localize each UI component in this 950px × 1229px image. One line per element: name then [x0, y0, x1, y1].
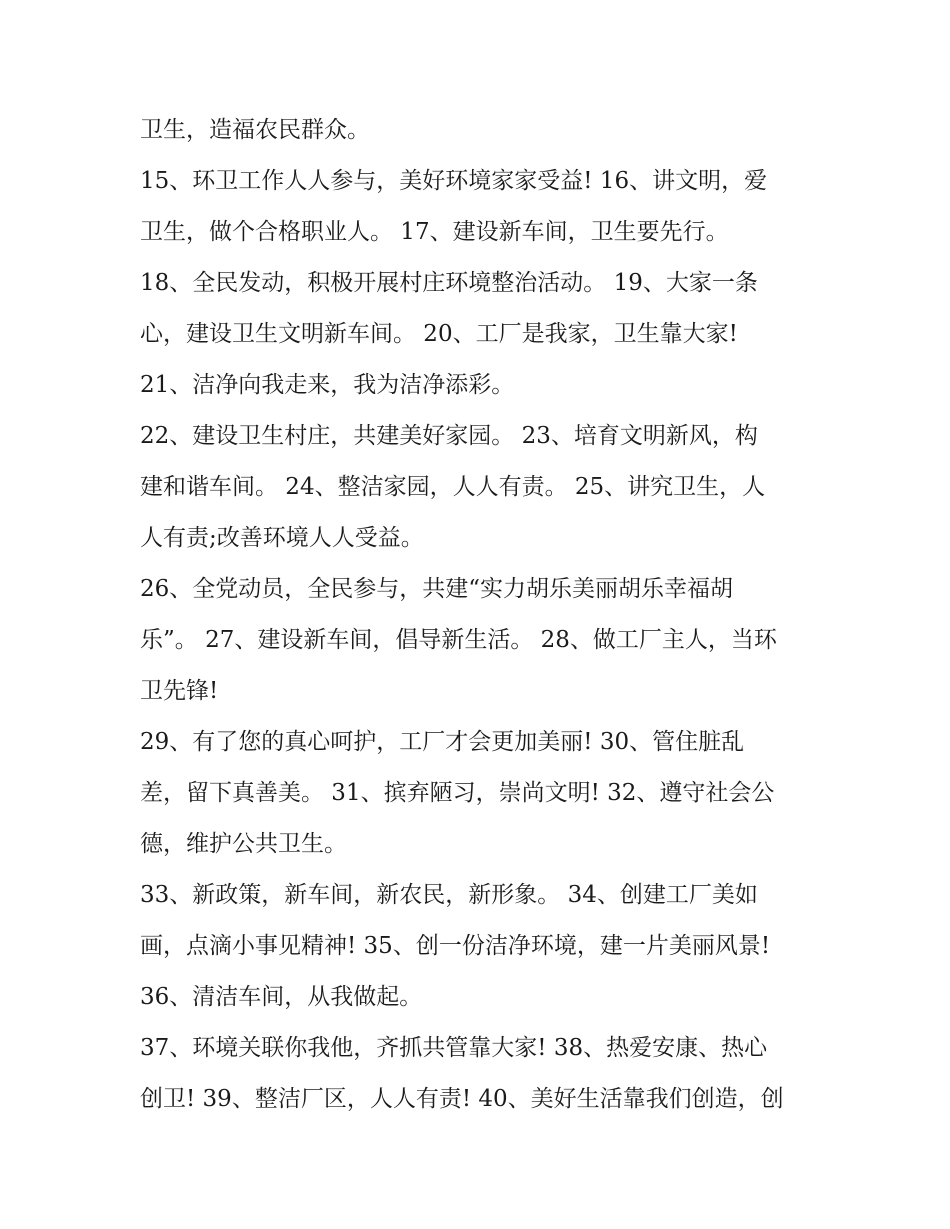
text-line: 人有责;改善环境人人受益。 [140, 525, 424, 551]
text-line: 37、环境关联你我他，齐抓共管靠大家! 38、热爱安康、热心 [140, 1035, 768, 1061]
text-line: 创卫! 39、整洁厂区，人人有责! 40、美好生活靠我们创造，创 [140, 1086, 784, 1112]
text-line: 德，维护公共卫生。 [140, 831, 347, 857]
text-line: 18、全民发动，积极开展村庄环境整治活动。 19、大家一条 [140, 270, 758, 296]
text-line: 卫生，造福农民群众。 [140, 117, 370, 143]
text-line: 画，点滴小事见精神! 35、创一份洁净环境，建一片美丽风景! [140, 933, 771, 959]
text-line: 心，建设卫生文明新车间。 20、工厂是我家，卫生靠大家! [140, 321, 738, 347]
text-line: 卫先锋! [140, 678, 219, 704]
document-body [140, 105, 820, 1125]
text-line: 36、清洁车间，从我做起。 [140, 984, 423, 1010]
text-line: 建和谐车间。 24、整洁家园，人人有责。 25、讲究卫生，人 [140, 474, 766, 500]
text-line: 差，留下真善美。 31、摈弃陋习，崇尚文明! 32、遵守社会公 [140, 780, 775, 806]
text-line: 29、有了您的真心呵护，工厂才会更加美丽! 30、管住脏乱 [140, 729, 745, 755]
text-line: 15、环卫工作人人参与，美好环境家家受益! 16、讲文明，爱 [140, 168, 768, 194]
text-line: 26、全党动员，全民参与，共建“实力胡乐美丽胡乐幸福胡 [140, 576, 734, 602]
text-line: 21、洁净向我走来，我为洁净添彩。 [140, 372, 515, 398]
text-line: 乐”。 27、建设新车间，倡导新生活。 28、做工厂主人，当环 [140, 627, 777, 653]
text-line: 卫生，做个合格职业人。 17、建设新车间，卫生要先行。 [140, 219, 729, 245]
text-line: 33、新政策，新车间，新农民，新形象。 34、创建工厂美如 [140, 882, 758, 908]
text-line: 22、建设卫生村庄，共建美好家园。 23、培育文明新风，构 [140, 423, 758, 449]
